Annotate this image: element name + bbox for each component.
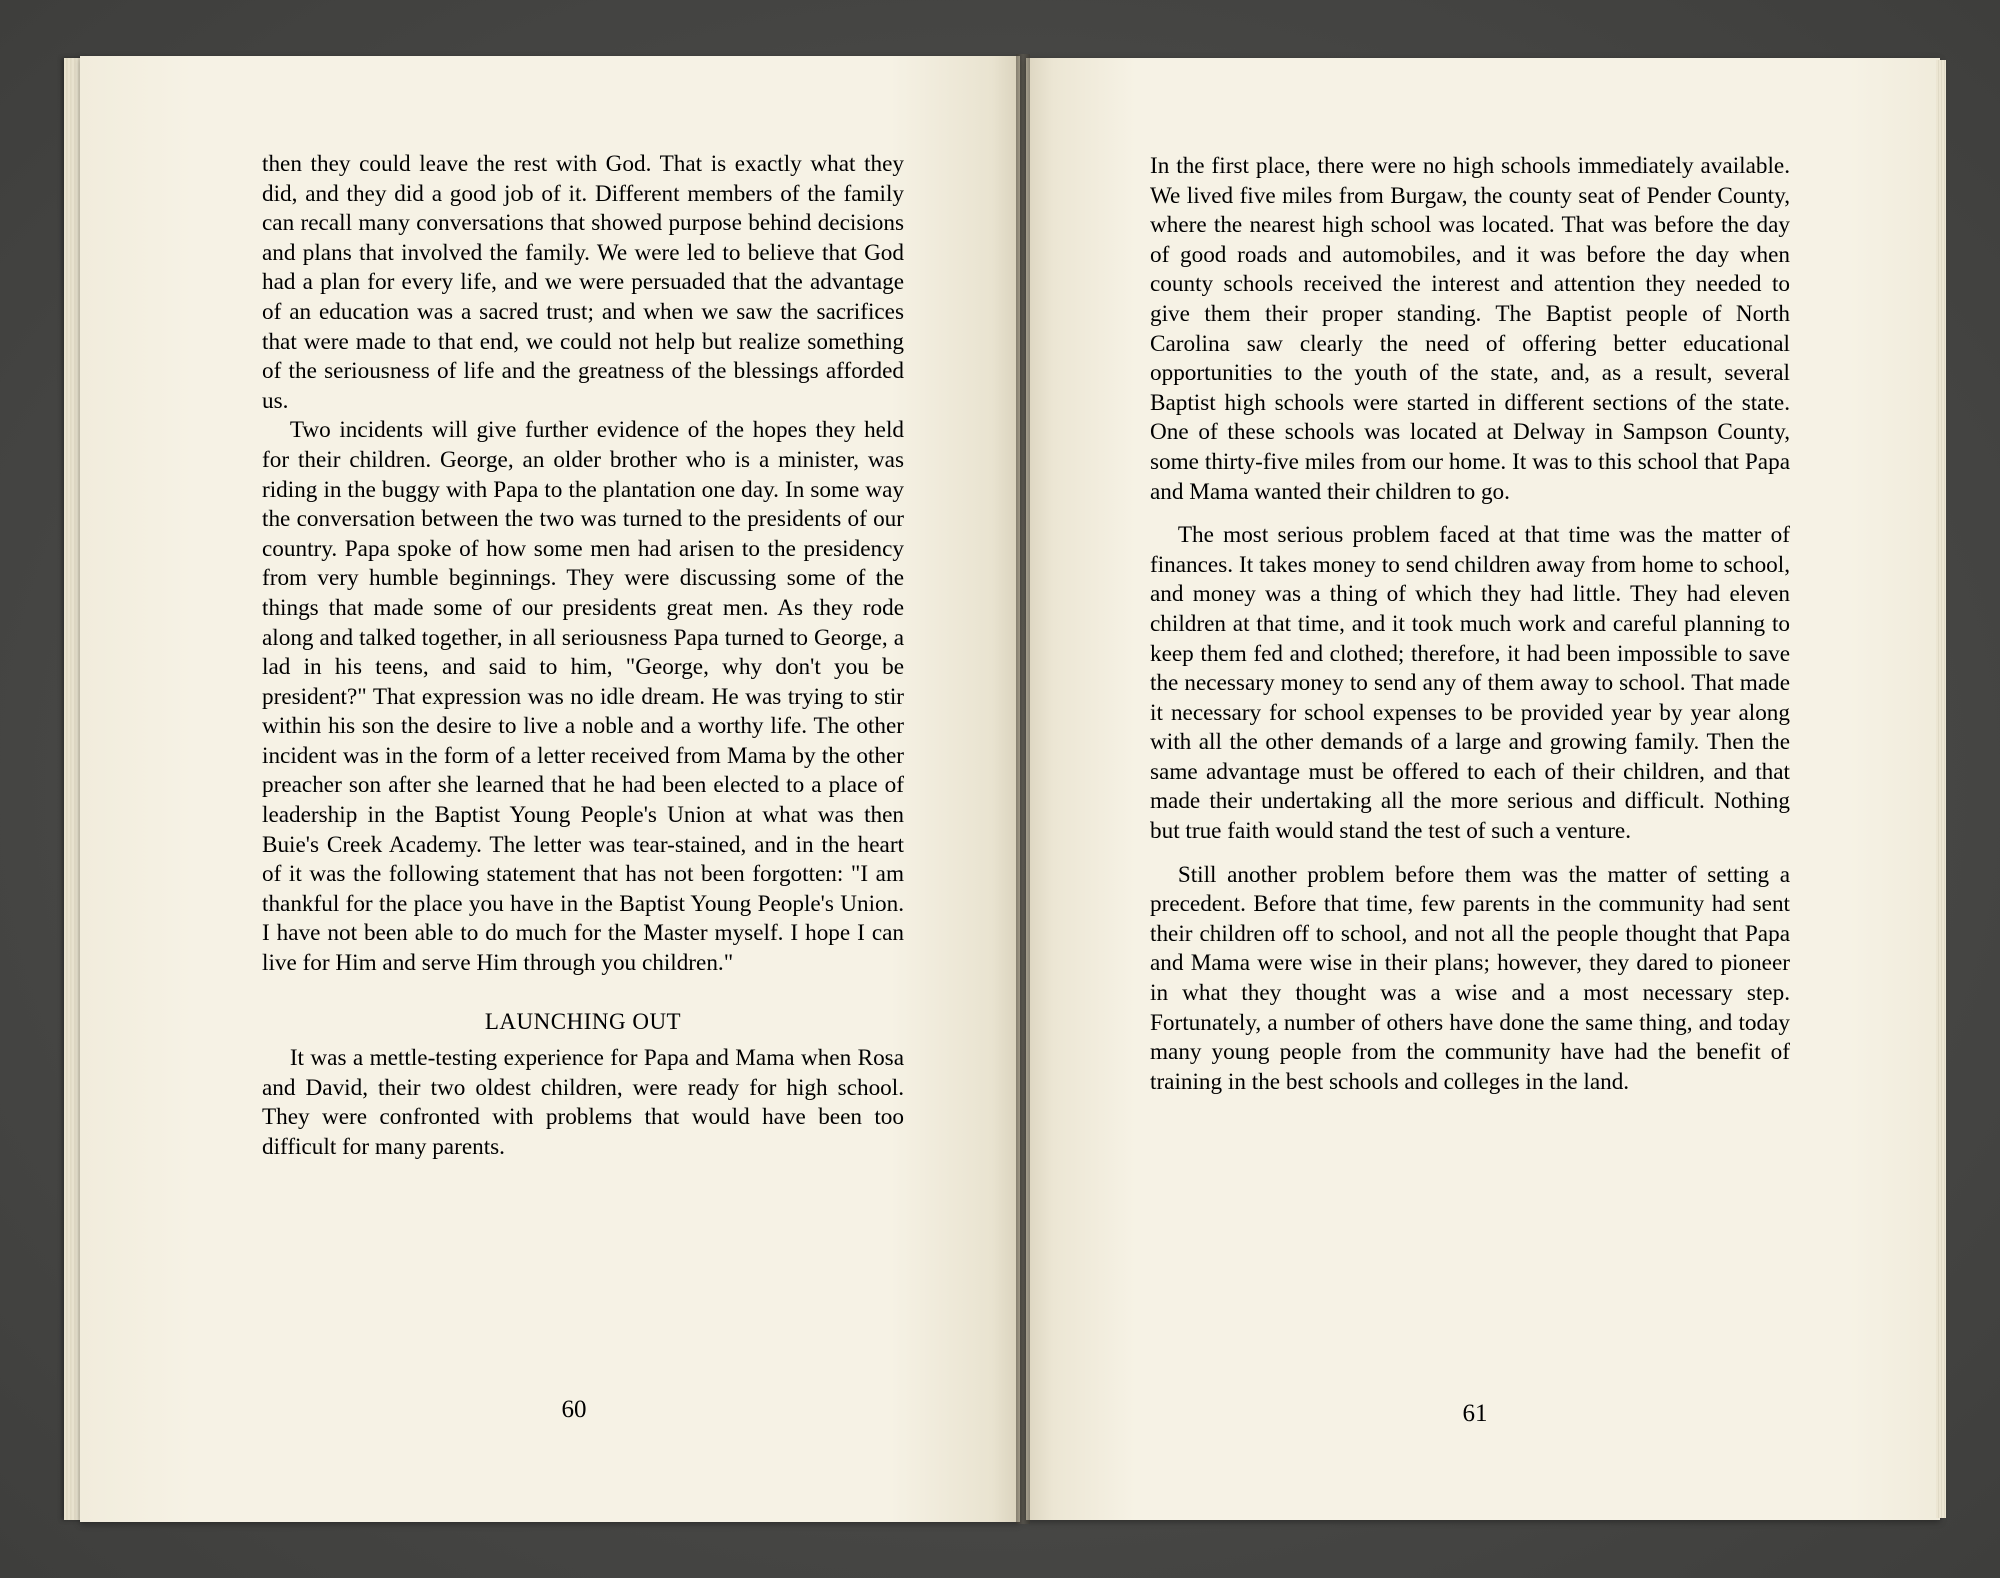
book-gutter [1016,54,1030,1524]
right-paragraph-2: The most serious problem faced at that time was the matter of finances. It takes money to send children away from home to school, and money was a thing of which they had little. They had eleven children at that time, and it took much work and careful planning to keep them fed and clothed; therefore, it had been impossible to save the necessary money to send any of them away to school. That made it necessary for school expenses to be provided year by year along with all the other demands of a large and growing family. Then the same advantage must be offered to each of their children, and that made their undertaking all the more serious and difficult. Nothing but true faith would stand the test of such a venture. [1150,522,1790,845]
left-paragraph-3: It was a mettle-testing experience for Papa and Mama when Rosa and David, their two oldest children, were ready for high school. They were confronted with problems that would have been too difficult for many parents. [262,1045,904,1160]
left-paragraph-1: then they could leave the rest with God. That is exactly what they did, and they did a good job of it. Different members of the family can recall many conversations that showed purpose behind decisions and plans that involved the family. We were led to believe that God had a plan for every life, and we were persuaded that the advantage of an education was a sacred trust; and when we saw the sacrifices that were made to that end, we could not help but realize something of the seriousness of life and the greatness of the blessings afforded us. [262,151,904,414]
right-paragraph-3: Still another problem before them was the matter of setting a precedent. Before that time, few parents in the community had sent their children off to school, and not all the people thought that Papa and Mama were wise in their plans; however, they dared to pioneer in what they thought was a wise and a most necessary step. Fortunately, a number of others have done the same thing, and today many young people from the community have had the benefit of training in the best schools and colleges in the land. [1150,861,1790,1095]
left-paragraph-2: Two incidents will give further evidence of the hopes they held for their children. George, an older brother who is a minister, was riding in the buggy with Papa to the plantation one day. In some way the conversation between the two was turned to the presidents of our country. Papa spoke of how some men had arisen to the presidency from very humble beginnings. They were discussing some of the things that made some of our presidents great men. As they rode along and talked together, in all seriousness Papa turned to George, a lad in his teens, and said to him, "George, why don't you be president?" That expression was no idle dream. He was trying to stir within his son the desire to live a noble and a worthy life. The other incident was in the form of a letter received from Mama by the other preacher son after she learned that he had been elected to a place of leadership in the Baptist Young People's Union at what was then Buie's Creek Academy. The letter was tear-stained, and in the heart of it was the following statement that has not been forgotten: "I am thankful for the place you have in the Baptist Young People's Union. I have not been able to do much for the Master myself. I hope I can live for Him and serve Him through you children." [262,417,904,977]
right-page-edges [1936,60,1946,1518]
page-number-right: 61 [1462,1400,1488,1427]
section-heading: LAUNCHING OUT [484,1008,682,1034]
right-page-body [1150,152,1790,1097]
right-paragraph-1: In the first place, there were no high schools immediately available. We lived five miles from Burgaw, the county seat of Pender County, where the nearest high school was located. That was before the day of good roads and automobiles, and it was before the day when county schools received the interest and attention they needed to give them their proper standing. The Baptist people of North Carolina saw clearly the need of offering better educational opportunities to the youth of the state, and, as a result, several Baptist high schools were started in different sections of the state. One of these schools was located at Delway in Sampson County, some thirty-five miles from our home. It was to this school that Papa and Mama wanted their children to go. [1150,153,1790,505]
left-page-body [262,150,904,1163]
page-number-left: 60 [561,1396,587,1423]
